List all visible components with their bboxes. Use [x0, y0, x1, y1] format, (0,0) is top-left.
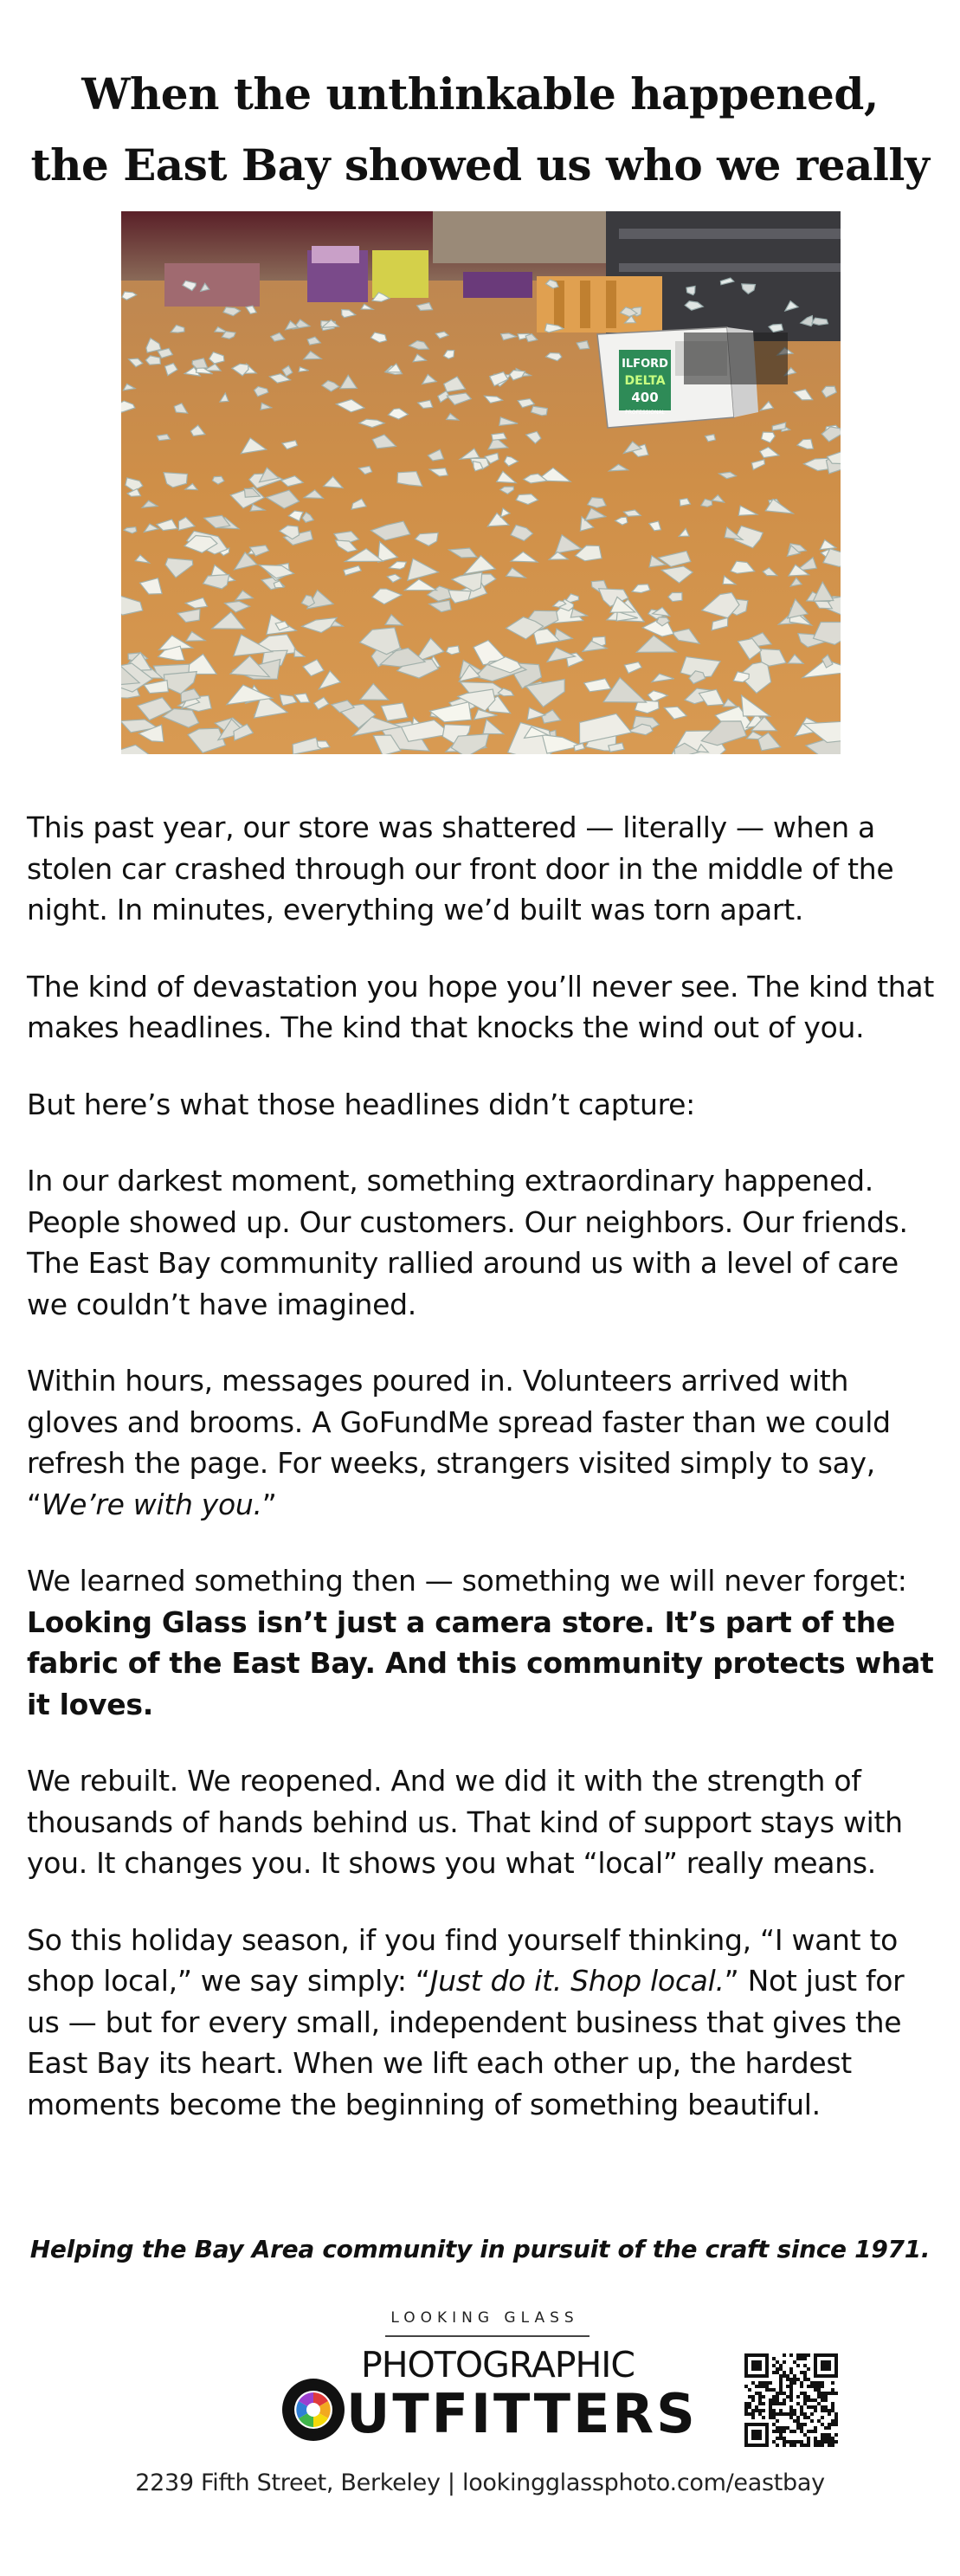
paragraph-8-end: ” Not just for us — but for every small, independent business that gives the East Bay its heart. When we lift each other up, the hardest moments become the beginning of something beautiful. — [27, 1964, 905, 2121]
aperture-icon — [280, 2377, 346, 2443]
paragraph-6-text: We learned something then — something we will never forget: — [27, 1564, 907, 1598]
glass-shard — [157, 435, 170, 441]
qr-code[interactable] — [744, 2353, 838, 2447]
paragraph-6 — [27, 1560, 936, 1725]
shattered-glass-photo — [121, 211, 841, 754]
paragraph-8-text: So this holiday season, if you find yourself thinking, “I want to shop local,” we say simply: “ — [27, 1922, 899, 1998]
glass-shard — [812, 318, 828, 325]
paragraph-3: But here’s what those headlines didn’t capture: — [27, 1087, 695, 1121]
glass-shard — [492, 433, 506, 440]
logo-divider — [385, 2335, 590, 2337]
paragraph-4: In our darkest moment, something extraordinary happened. People showed up. Our customers. Our neighbors. Our friends. The East Bay community rallied around us with a level of care we couldn’t have imagined. — [27, 1164, 908, 1321]
headline-line-2: the East Bay showed us who we really — [30, 139, 930, 190]
paragraph-1: This past year, our store was shattered — literally — when a stolen car crashed through our front door in the middle of the night. In minutes, everything we’d built was torn apart. — [27, 810, 894, 926]
paragraph-5-quote: We’re with you. — [41, 1487, 262, 1521]
logo-top-text: LOOKING GLASS — [390, 2309, 579, 2327]
paragraph-8 — [27, 1920, 936, 2126]
footer-address: 2239 Fifth Street, Berkeley | lookingglassphoto.com/eastbay — [135, 2469, 825, 2496]
logo-middle-text: PHOTOGRAPHIC — [360, 2344, 635, 2386]
paragraph-6-bold: Looking Glass isn’t just a camera store. It’s part of the fabric of the East Bay. And this community protects what it loves. — [27, 1604, 934, 1721]
paragraph-5 — [27, 1360, 936, 1525]
film-box-brand: DELTA — [624, 374, 666, 388]
film-box-speed: 400 — [631, 390, 659, 405]
film-box-label: ILFORD — [622, 358, 668, 371]
headline-line-1: When the unthinkable happened, — [81, 68, 879, 119]
logo-bottom-text: UTFITTERS — [346, 2382, 698, 2445]
tagline: Helping the Bay Area community in pursuit of the craft since 1971. — [29, 2235, 931, 2263]
film-box-sub: PROFESSIONAL — [625, 410, 665, 416]
paragraph-5-end: ” — [261, 1487, 277, 1521]
paragraph-7: We rebuilt. We reopened. And we did it with the strength of thousands of hands behind us. That kind of support stays with you. It changes you. It shows you what “local” really means. — [27, 1764, 903, 1880]
company-logo — [277, 2308, 698, 2463]
paragraph-8-quote: Just do it. Shop local. — [429, 1964, 725, 1998]
paragraph-2: The kind of devastation you hope you’ll never see. The kind that makes headlines. The kind that knocks the wind out of you. — [27, 969, 934, 1044]
paragraph-5-text: Within hours, messages poured in. Volunteers arrived with gloves and brooms. A GoFundMe spread faster than we could refresh the page. For weeks, strangers visited simply to say, “ — [27, 1364, 891, 1521]
glass-shard — [446, 646, 459, 655]
article-body — [27, 807, 936, 2160]
